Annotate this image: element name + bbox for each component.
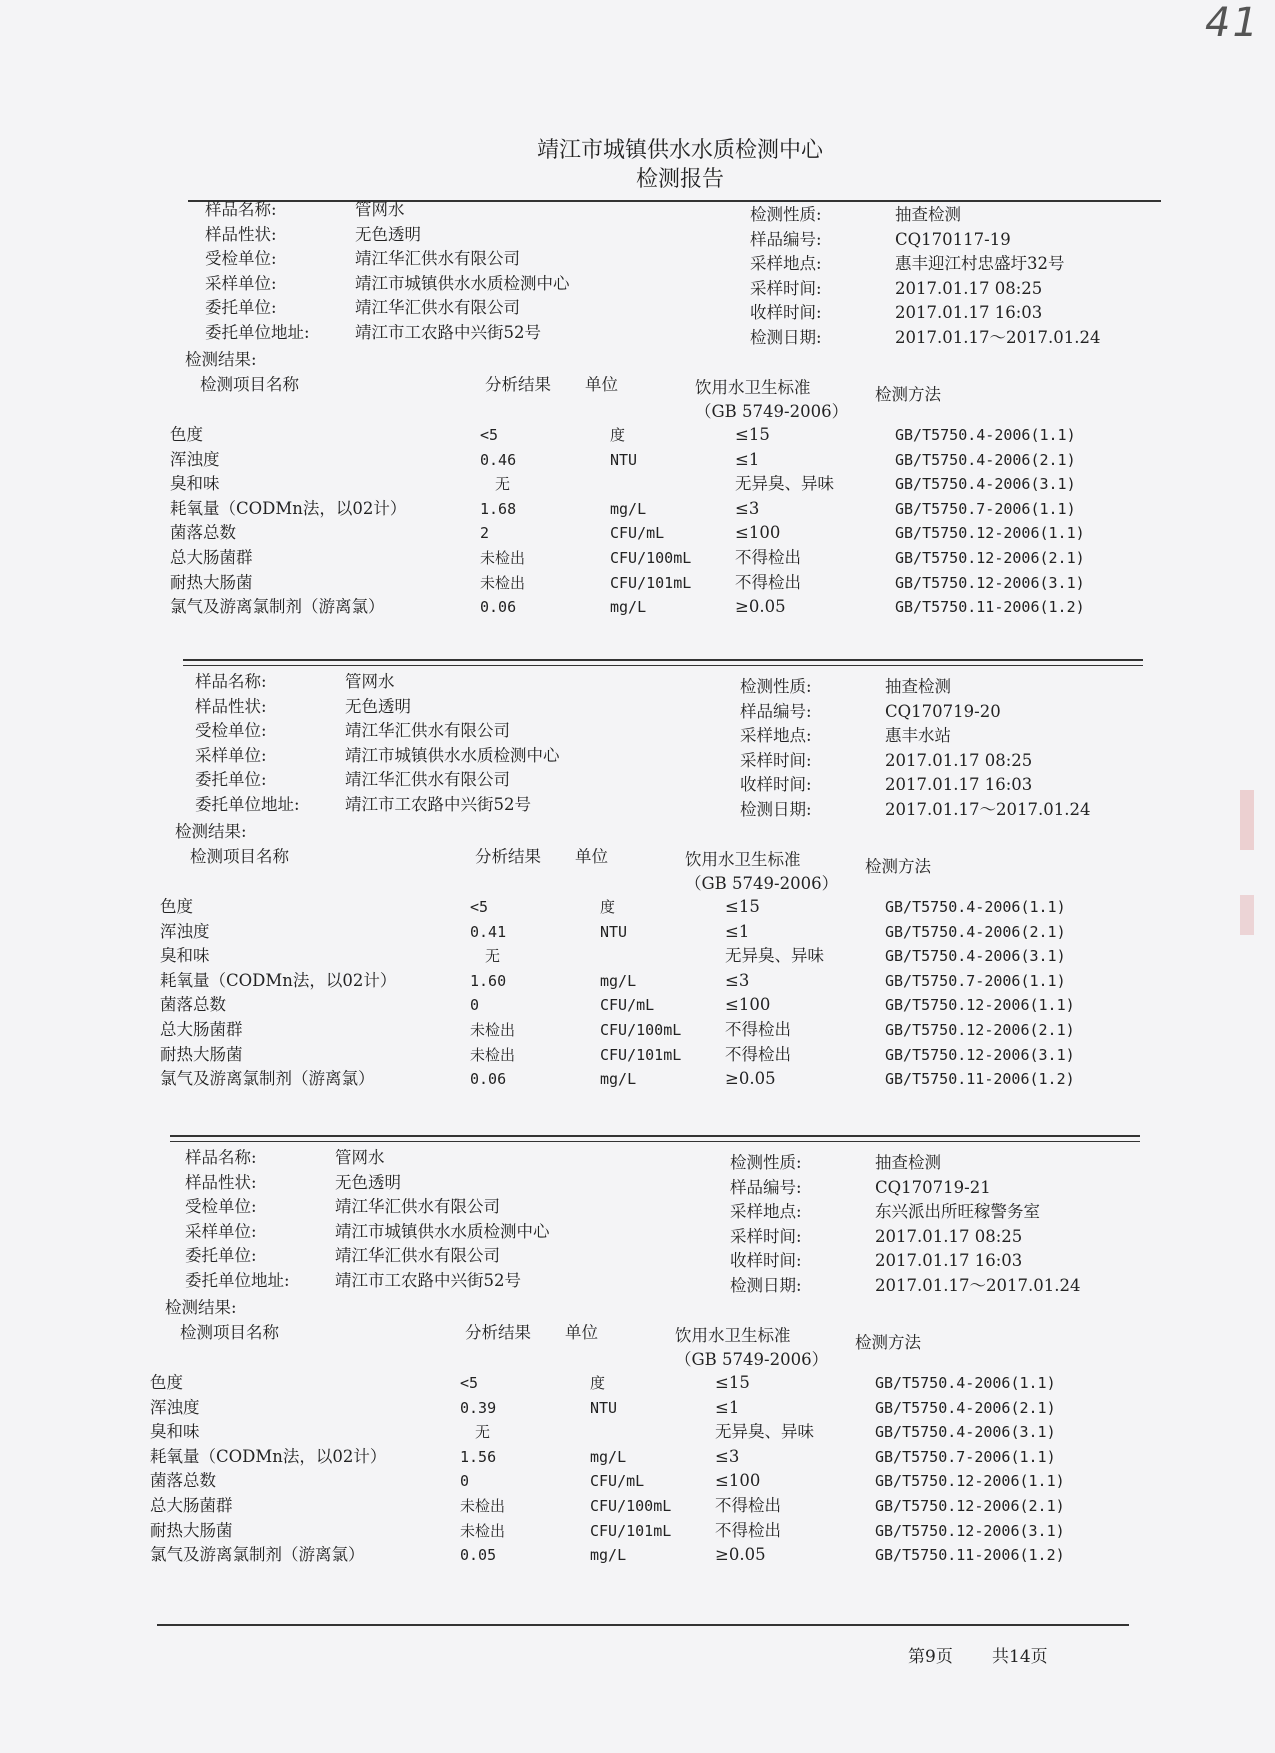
meta-row-sample-name: [165, 1146, 645, 1170]
item-standard: ≤100: [725, 995, 771, 1015]
item-standard: ≥0.05: [725, 1069, 776, 1089]
footer-rule: [157, 1624, 1129, 1626]
sampling-unit-label: 采样单位:: [185, 1221, 257, 1241]
item-name: 色度: [170, 425, 203, 444]
item-result: 1.60: [470, 971, 507, 990]
meta-row-sample-number: [750, 228, 1170, 252]
item-standard: 无异臭、异味: [725, 946, 824, 966]
meta-row-client-unit: [165, 1244, 645, 1268]
item-result: 2: [480, 524, 490, 543]
meta-row-receipt-time: [740, 773, 1160, 797]
item-unit: CFU/101mL: [600, 1045, 682, 1064]
report-section: [170, 198, 1101, 628]
meta-row-sampling-site: [750, 252, 1170, 276]
receipt-time-label: 收样时间:: [750, 303, 822, 322]
item-result: 0.06: [480, 598, 517, 617]
test-type-value: 抽查检测: [895, 205, 961, 224]
item-method: GB/T5750.12-2006(1.1): [875, 1472, 1065, 1491]
test-type-value: 抽查检测: [875, 1153, 941, 1172]
item-result: 0: [460, 1472, 470, 1491]
sample-nature-value: 无色透明: [335, 1172, 401, 1192]
meta-row-client-address: [185, 321, 665, 345]
item-result: 无: [475, 1423, 491, 1442]
item-result: 1.56: [460, 1447, 497, 1466]
sampling-unit-label: 采样单位:: [205, 273, 277, 293]
item-unit: mg/L: [600, 1070, 637, 1089]
item-name: 氯气及游离氯制剂（游离氯）: [160, 1069, 375, 1089]
sample-name-label: 样品名称:: [185, 1148, 257, 1167]
item-unit: NTU: [590, 1398, 618, 1417]
item-name: 菌落总数: [150, 1471, 216, 1491]
item-name: 臭和味: [150, 1422, 200, 1442]
column-header-unit: 单位: [575, 847, 608, 866]
column-header-item: 检测项目名称: [180, 1323, 279, 1342]
item-unit: mg/L: [590, 1546, 627, 1565]
item-method: GB/T5750.12-2006(2.1): [885, 1021, 1075, 1039]
meta-row-sample-number: [740, 700, 1160, 724]
item-standard: ≤3: [715, 1446, 740, 1466]
meta-row-sample-number: [730, 1176, 1150, 1200]
sample-nature-label: 样品性状:: [185, 1172, 257, 1192]
item-unit: CFU/100mL: [600, 1021, 682, 1039]
item-result: 无: [495, 475, 511, 494]
item-standard: ≤1: [715, 1397, 740, 1417]
meta-row-sampling-unit: [175, 744, 655, 768]
item-standard: ≤100: [735, 523, 781, 543]
client-unit-label: 委托单位:: [195, 770, 267, 789]
item-result: <5: [480, 426, 499, 444]
table-row: [150, 1494, 1065, 1518]
column-header-standard: 饮用水卫生标准: [685, 850, 801, 869]
item-standard: 不得检出: [715, 1496, 781, 1515]
item-name: 耐热大肠菌: [150, 1520, 233, 1540]
item-name: 总大肠菌群: [170, 548, 253, 567]
test-type-label: 检测性质:: [740, 677, 812, 696]
table-row: [160, 944, 1075, 968]
item-standard: ≥0.05: [735, 597, 786, 617]
meta-row-sampling-time: [740, 749, 1160, 773]
item-result: 未检出: [460, 1521, 506, 1540]
organization-title: 靖江市城镇供水水质检测中心: [536, 138, 823, 163]
column-header-standard-code: （GB 5749-2006）: [675, 1350, 829, 1369]
item-unit: NTU: [600, 922, 628, 941]
table-row: [160, 1067, 1075, 1091]
test-type-label: 检测性质:: [730, 1153, 802, 1172]
table-row: [160, 969, 1075, 993]
meta-row-sampling-unit: [165, 1220, 645, 1244]
item-result: 无: [485, 947, 501, 966]
item-name: 总大肠菌群: [150, 1496, 233, 1515]
client-address-value: 靖江市工农路中兴街52号: [355, 322, 541, 342]
item-name: 耐热大肠菌: [160, 1044, 243, 1064]
result-heading: 检测结果:: [185, 350, 257, 369]
item-method: GB/T5750.12-2006(3.1): [885, 1045, 1075, 1064]
client-unit-value: 靖江华汇供水有限公司: [345, 770, 510, 789]
sampling-unit-value: 靖江市城镇供水水质检测中心: [335, 1221, 550, 1241]
client-address-label: 委托单位地址:: [185, 1270, 290, 1290]
table-row: [170, 571, 1085, 595]
client-unit-value: 靖江华汇供水有限公司: [335, 1246, 500, 1265]
column-header-result: 分析结果: [485, 375, 551, 394]
meta-row-test-type: [750, 203, 1170, 227]
document-title: 检测报告: [635, 167, 724, 192]
table-row: [150, 1469, 1065, 1493]
item-standard: 不得检出: [725, 1044, 791, 1064]
meta-row-sample-name: [175, 670, 655, 694]
item-result: 未检出: [470, 1021, 516, 1039]
test-date-value: 2017.01.17～2017.01.24: [875, 1275, 1081, 1295]
sampling-time-value: 2017.01.17 08:25: [895, 278, 1043, 298]
item-standard: 不得检出: [725, 1020, 791, 1039]
sampling-site-label: 采样地点:: [740, 726, 812, 745]
item-result: 0.06: [470, 1070, 507, 1089]
meta-row-test-type: [740, 675, 1160, 699]
item-name: 耗氧量（CODMn法，以02计）: [170, 498, 407, 518]
table-row: [150, 1396, 1065, 1420]
item-method: GB/T5750.12-2006(2.1): [895, 549, 1085, 567]
item-name: 色度: [150, 1373, 183, 1392]
section-divider: [170, 1135, 1140, 1137]
sample-nature-value: 无色透明: [345, 696, 411, 716]
sampling-site-value: 惠丰水站: [885, 726, 951, 745]
client-unit-label: 委托单位:: [205, 298, 277, 317]
item-method: GB/T5750.7-2006(1.1): [875, 1447, 1056, 1466]
sample-name-value: 管网水: [335, 1148, 385, 1167]
table-row: [150, 1420, 1065, 1444]
item-standard: ≤3: [735, 498, 760, 518]
meta-row-sampling-unit: [185, 272, 665, 296]
item-standard: ≥0.05: [715, 1545, 766, 1565]
item-name: 臭和味: [160, 946, 210, 966]
table-row: [170, 448, 1085, 472]
column-header-result: 分析结果: [465, 1323, 531, 1342]
column-header-standard-code: （GB 5749-2006）: [695, 402, 849, 421]
inspected-unit-label: 受检单位:: [195, 721, 267, 740]
sampling-time-label: 采样时间:: [740, 750, 812, 770]
table-row: [160, 895, 1075, 919]
table-row: [170, 497, 1085, 521]
sampling-unit-value: 靖江市城镇供水水质检测中心: [355, 273, 570, 293]
meta-row-client-address: [175, 793, 655, 817]
table-row: [150, 1543, 1065, 1567]
receipt-time-value: 2017.01.17 16:03: [885, 775, 1033, 794]
receipt-time-value: 2017.01.17 16:03: [875, 1251, 1023, 1270]
meta-row-receipt-time: [730, 1249, 1150, 1273]
table-row: [170, 472, 1085, 496]
sampling-time-value: 2017.01.17 08:25: [885, 750, 1033, 770]
page-total: 共14页: [992, 1647, 1048, 1667]
meta-row-inspected-unit: [175, 719, 655, 743]
column-header-item: 检测项目名称: [200, 375, 299, 394]
item-standard: 无异臭、异味: [715, 1422, 814, 1442]
item-name: 耗氧量（CODMn法，以02计）: [150, 1446, 387, 1466]
sample-number-value: CQ170719-20: [885, 701, 1001, 721]
item-standard: 不得检出: [735, 548, 801, 567]
client-unit-label: 委托单位:: [185, 1246, 257, 1265]
section-divider: [183, 665, 1143, 666]
item-unit: CFU/mL: [610, 524, 665, 543]
item-unit: mg/L: [600, 971, 637, 990]
item-standard: ≤1: [735, 449, 760, 469]
table-row: [160, 1018, 1075, 1042]
item-result: 未检出: [480, 549, 526, 567]
item-unit: 度: [610, 426, 626, 444]
table-row: [160, 1043, 1075, 1067]
column-header-row: [175, 845, 1075, 893]
column-header-standard-code: （GB 5749-2006）: [685, 874, 839, 893]
receipt-time-label: 收样时间:: [730, 1251, 802, 1270]
seal-mark: [1240, 895, 1254, 935]
handwritten-page-number: 41: [1205, 0, 1260, 46]
item-method: GB/T5750.11-2006(1.2): [875, 1546, 1065, 1565]
item-method: GB/T5750.4-2006(3.1): [875, 1423, 1056, 1442]
item-unit: CFU/mL: [590, 1472, 645, 1491]
sampling-site-value: 惠丰迎江村忠盛圩32号: [895, 254, 1065, 273]
item-result: 0: [470, 996, 480, 1015]
meta-row-client-unit: [175, 768, 655, 792]
item-name: 臭和味: [170, 474, 220, 494]
item-result: 未检出: [460, 1497, 506, 1515]
client-address-value: 靖江市工农路中兴街52号: [345, 794, 531, 814]
item-method: GB/T5750.4-2006(1.1): [885, 898, 1066, 916]
sampling-unit-label: 采样单位:: [195, 745, 267, 765]
item-unit: 度: [590, 1374, 606, 1392]
item-method: GB/T5750.4-2006(1.1): [895, 426, 1076, 444]
sampling-time-label: 采样时间:: [730, 1226, 802, 1246]
meta-row-sampling-site: [730, 1200, 1150, 1224]
column-header-row: [185, 373, 1085, 421]
item-unit: CFU/100mL: [610, 549, 692, 567]
inspected-unit-value: 靖江华汇供水有限公司: [345, 721, 510, 740]
item-unit: mg/L: [590, 1447, 627, 1466]
meta-row-sample-name: [185, 198, 665, 222]
test-date-value: 2017.01.17～2017.01.24: [895, 327, 1101, 347]
sampling-site-label: 采样地点:: [750, 254, 822, 273]
inspected-unit-label: 受检单位:: [185, 1197, 257, 1216]
table-row: [150, 1371, 1065, 1395]
sample-number-label: 样品编号:: [740, 701, 812, 721]
item-name: 菌落总数: [160, 995, 226, 1015]
sample-number-label: 样品编号:: [730, 1177, 802, 1197]
sample-nature-label: 样品性状:: [205, 224, 277, 244]
item-standard: ≤15: [715, 1373, 750, 1392]
sample-number-label: 样品编号:: [750, 229, 822, 249]
item-method: GB/T5750.7-2006(1.1): [885, 971, 1066, 990]
meta-row-receipt-time: [750, 301, 1170, 325]
column-header-method: 检测方法: [865, 857, 931, 876]
column-header-row: [165, 1321, 1065, 1369]
table-row: [150, 1519, 1065, 1543]
item-method: GB/T5750.4-2006(2.1): [895, 450, 1076, 469]
item-method: GB/T5750.4-2006(3.1): [895, 475, 1076, 494]
meta-row-sampling-site: [740, 724, 1160, 748]
item-unit: CFU/mL: [600, 996, 655, 1015]
meta-row-inspected-unit: [185, 247, 665, 271]
item-name: 浑浊度: [150, 1397, 200, 1417]
meta-row-sample-nature: [175, 695, 655, 719]
item-name: 氯气及游离氯制剂（游离氯）: [150, 1545, 365, 1565]
item-unit: 度: [600, 898, 616, 916]
meta-row-test-date: [750, 326, 1170, 350]
item-result: 1.68: [480, 499, 517, 518]
page-number: 第9页: [908, 1647, 953, 1667]
table-row: [170, 521, 1085, 545]
seal-mark: [1240, 790, 1254, 850]
item-unit: CFU/101mL: [590, 1521, 672, 1540]
item-result: 0.39: [460, 1398, 497, 1417]
item-standard: 不得检出: [715, 1520, 781, 1540]
item-standard: ≤1: [725, 921, 750, 941]
test-type-label: 检测性质:: [750, 205, 822, 224]
inspected-unit-value: 靖江华汇供水有限公司: [355, 249, 520, 268]
item-method: GB/T5750.11-2006(1.2): [895, 598, 1085, 617]
test-date-value: 2017.01.17～2017.01.24: [885, 799, 1091, 819]
item-unit: CFU/101mL: [610, 573, 692, 592]
meta-row-sample-nature: [185, 223, 665, 247]
client-address-label: 委托单位地址:: [195, 794, 300, 814]
column-header-item: 检测项目名称: [190, 847, 289, 866]
meta-row-sampling-time: [730, 1225, 1150, 1249]
meta-row-test-type: [730, 1151, 1150, 1175]
sampling-time-value: 2017.01.17 08:25: [875, 1226, 1023, 1246]
meta-row-sample-nature: [165, 1171, 645, 1195]
client-unit-value: 靖江华汇供水有限公司: [355, 298, 520, 317]
sampling-time-label: 采样时间:: [750, 278, 822, 298]
table-row: [160, 920, 1075, 944]
inspected-unit-value: 靖江华汇供水有限公司: [335, 1197, 500, 1216]
item-name: 耐热大肠菌: [170, 572, 253, 592]
column-header-standard: 饮用水卫生标准: [695, 378, 811, 397]
sample-number-value: CQ170117-19: [895, 229, 1011, 249]
item-method: GB/T5750.12-2006(1.1): [895, 524, 1085, 543]
report-section: [160, 670, 1091, 1100]
test-type-value: 抽查检测: [885, 677, 951, 696]
item-method: GB/T5750.11-2006(1.2): [885, 1070, 1075, 1089]
column-header-method: 检测方法: [855, 1333, 921, 1352]
item-standard: 不得检出: [735, 572, 801, 592]
sampling-site-label: 采样地点:: [730, 1202, 802, 1221]
item-name: 氯气及游离氯制剂（游离氯）: [170, 597, 385, 617]
column-header-standard: 饮用水卫生标准: [675, 1326, 791, 1345]
result-heading: 检测结果:: [175, 822, 247, 841]
meta-row-client-address: [165, 1269, 645, 1293]
item-unit: mg/L: [610, 598, 647, 617]
section-divider: [183, 659, 1143, 661]
item-unit: NTU: [610, 450, 638, 469]
table-row: [170, 423, 1085, 447]
column-header-unit: 单位: [585, 375, 618, 394]
table-row: [160, 993, 1075, 1017]
meta-row-client-unit: [185, 296, 665, 320]
item-name: 菌落总数: [170, 523, 236, 543]
item-name: 色度: [160, 897, 193, 916]
sample-name-label: 样品名称:: [205, 200, 277, 219]
result-heading: 检测结果:: [165, 1298, 237, 1317]
item-method: GB/T5750.12-2006(1.1): [885, 996, 1075, 1015]
table-row: [170, 595, 1085, 619]
item-name: 总大肠菌群: [160, 1020, 243, 1039]
item-method: GB/T5750.4-2006(2.1): [885, 922, 1066, 941]
sample-nature-value: 无色透明: [355, 224, 421, 244]
item-unit: CFU/100mL: [590, 1497, 672, 1515]
client-address-label: 委托单位地址:: [205, 322, 310, 342]
sampling-site-value: 东兴派出所旺稼警务室: [875, 1202, 1040, 1221]
sample-name-label: 样品名称:: [195, 672, 267, 691]
item-result: 未检出: [470, 1045, 516, 1064]
table-row: [170, 546, 1085, 570]
meta-row-inspected-unit: [165, 1195, 645, 1219]
inspected-unit-label: 受检单位:: [205, 249, 277, 268]
item-standard: 无异臭、异味: [735, 474, 834, 494]
meta-row-test-date: [740, 798, 1160, 822]
column-header-unit: 单位: [565, 1323, 598, 1342]
item-method: GB/T5750.7-2006(1.1): [895, 499, 1076, 518]
item-method: GB/T5750.12-2006(2.1): [875, 1497, 1065, 1515]
item-standard: ≤3: [725, 970, 750, 990]
item-method: GB/T5750.12-2006(3.1): [875, 1521, 1065, 1540]
sample-nature-label: 样品性状:: [195, 696, 267, 716]
client-address-value: 靖江市工农路中兴街52号: [335, 1270, 521, 1290]
section-divider: [170, 1141, 1140, 1142]
item-name: 浑浊度: [160, 921, 210, 941]
table-row: [150, 1445, 1065, 1469]
column-header-result: 分析结果: [475, 847, 541, 866]
sample-number-value: CQ170719-21: [875, 1177, 991, 1197]
item-name: 耗氧量（CODMn法，以02计）: [160, 970, 397, 990]
item-unit: mg/L: [610, 499, 647, 518]
item-method: GB/T5750.4-2006(3.1): [885, 947, 1066, 966]
item-standard: ≤15: [725, 897, 760, 916]
test-date-label: 检测日期:: [750, 327, 822, 347]
item-result: 未检出: [480, 573, 526, 592]
receipt-time-value: 2017.01.17 16:03: [895, 303, 1043, 322]
item-method: GB/T5750.12-2006(3.1): [895, 573, 1085, 592]
item-result: <5: [460, 1374, 479, 1392]
column-header-method: 检测方法: [875, 385, 941, 404]
item-standard: ≤15: [735, 425, 770, 444]
receipt-time-label: 收样时间:: [740, 775, 812, 794]
item-result: 0.05: [460, 1546, 497, 1565]
meta-row-test-date: [730, 1274, 1150, 1298]
item-standard: ≤100: [715, 1471, 761, 1491]
item-result: 0.46: [480, 450, 517, 469]
item-name: 浑浊度: [170, 449, 220, 469]
item-result: <5: [470, 898, 489, 916]
item-method: GB/T5750.4-2006(1.1): [875, 1374, 1056, 1392]
sample-name-value: 管网水: [345, 672, 395, 691]
test-date-label: 检测日期:: [740, 799, 812, 819]
sample-name-value: 管网水: [355, 200, 405, 219]
item-result: 0.41: [470, 922, 507, 941]
item-method: GB/T5750.4-2006(2.1): [875, 1398, 1056, 1417]
sampling-unit-value: 靖江市城镇供水水质检测中心: [345, 745, 560, 765]
report-section: [150, 1146, 1081, 1576]
test-date-label: 检测日期:: [730, 1275, 802, 1295]
meta-row-sampling-time: [750, 277, 1170, 301]
